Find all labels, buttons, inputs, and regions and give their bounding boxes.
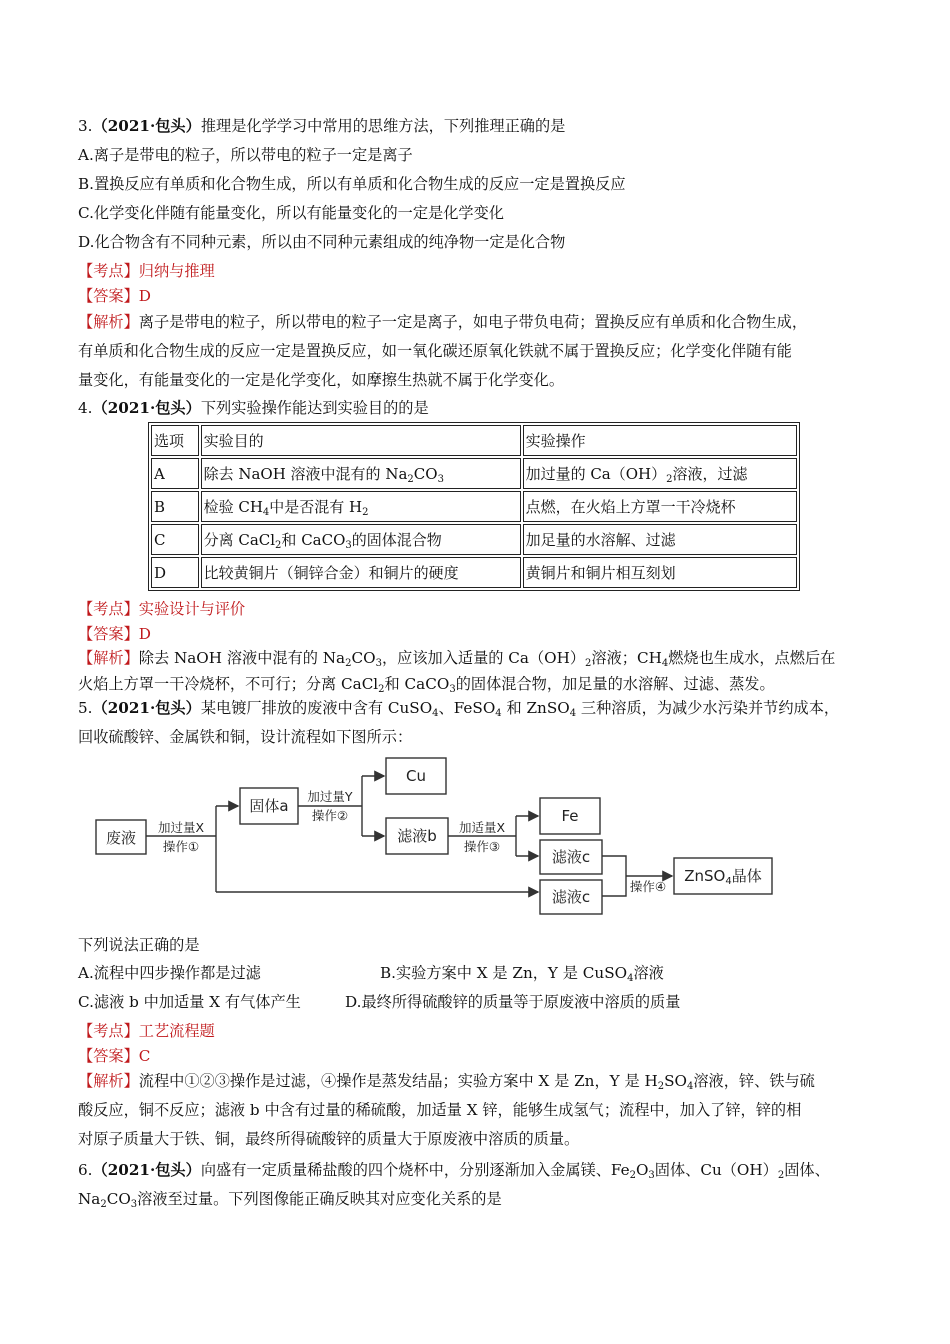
experiment-table [148, 422, 800, 591]
q6-source: （2021·包头） [92, 1161, 201, 1179]
q3-option-d: D.化合物含有不同种元素，所以由不同种元素组成的纯净物一定是化合物 [78, 233, 566, 251]
step1-reagent: 加过量X [157, 820, 205, 835]
step2-operation: 操作② [311, 808, 349, 823]
table-row [151, 458, 797, 489]
table-row [151, 557, 797, 588]
table-header-cell: 选项 [151, 425, 199, 456]
q5-option-a: A.流程中四步操作都是过滤 [78, 964, 261, 982]
q4-stem: 4.（2021·包头）下列实验操作能达到实验目的的是 [78, 399, 429, 417]
q3-option-a: A.离子是带电的粒子，所以带电的粒子一定是离子 [78, 146, 413, 164]
q6-stem-line2: $Na_2CO_3$溶液至过量。下列图像能正确反映其对应变化关系的是 [78, 1190, 502, 1210]
q5-option-b: B.实验方案中 X 是 Zn，Y 是 CuSO$_4$溶液 [380, 964, 664, 984]
q4-analysis-line1: 【解析】除去 NaOH 溶液中混有的 $Na_2CO_3$，应该加入适量的 $Ca(OH)_2$溶液；$CH_4$燃烧也生成水，点燃后在 [78, 649, 836, 669]
step3-reagent: 加适量X [458, 820, 506, 835]
table-header-cell: 实验操作 [523, 425, 797, 456]
table-cell: 点燃，在火焰上方罩一干冷烧杯 [523, 491, 797, 522]
step1-operation: 操作① [162, 839, 200, 854]
znso4-crystal-label: ZnSO$_4$晶体 [684, 867, 762, 887]
q5-question: 下列说法正确的是 [78, 936, 200, 954]
q5-option-d: D.最终所得硫酸锌的质量等于原废液中溶质的质量 [345, 993, 681, 1011]
q4-answer: 【答案】D [78, 625, 151, 643]
table-row [151, 491, 797, 522]
q4-kaodian: 【考点】实验设计与评价 [78, 600, 246, 618]
step4-operation: 操作④ [629, 879, 667, 894]
q3-option-c: C.化学变化伴随有能量变化，所以有能量变化的一定是化学变化 [78, 204, 504, 222]
cu-label: Cu [406, 767, 426, 785]
q5-stem-line2: 回收硫酸锌、金属铁和铜，设计流程如下图所示： [78, 728, 413, 746]
table-row [151, 524, 797, 555]
process-flow-diagram [90, 752, 790, 924]
table-cell: D [151, 557, 199, 588]
q3-analysis-line2: 有单质和化合物生成的反应一定是置换反应，如一氧化碳还原氧化铁就不属于置换反应；化学变化伴随有能 [78, 342, 792, 360]
table-cell: C [151, 524, 199, 555]
table-header-cell: 实验目的 [201, 425, 521, 456]
q5-analysis-line3: 对原子质量大于铁、铜，最终所得硫酸锌的质量大于原废液中溶质的质量。 [78, 1130, 580, 1148]
table-cell: B [151, 491, 199, 522]
waste-liquid-label: 废液 [105, 829, 137, 847]
q3-answer: 【答案】D [78, 287, 151, 305]
table-cell: 检验 $CH_4$中是否混有 $H_2$ [201, 491, 521, 522]
q5-analysis-line1: 【解析】流程中①②③操作是过滤，④操作是蒸发结晶；实验方案中 X 是 Zn，Y 是 $H_2SO_4$溶液，锌、铁与硫 [78, 1072, 815, 1092]
q3-analysis-line3: 量变化，有能量变化的一定是化学变化，如摩擦生热就不属于化学变化。 [78, 371, 564, 389]
step2-reagent: 加过量Y [307, 789, 353, 804]
q3-source: （2021·包头） [92, 117, 201, 135]
solid-a-label: 固体a [249, 797, 289, 815]
table-cell: 黄铜片和铜片相互刻划 [523, 557, 797, 588]
q5-stem-line1: 5.（2021·包头）某电镀厂排放的废液中含有 CuSO$_4$、FeSO$_4$ 和 ZnSO$_4$ 三种溶质，为减少水污染并节约成本， [78, 699, 840, 719]
q5-source: （2021·包头） [92, 699, 201, 717]
q5-option-c: C.滤液 b 中加适量 X 有气体产生 [78, 993, 301, 1011]
filtrate-c-label-1: 滤液c [551, 848, 591, 866]
q4-source: （2021·包头） [92, 399, 201, 417]
table-cell: 分离 CaCl$_2$和 CaCO$_3$的固体混合物 [201, 524, 521, 555]
q3-option-b: B.置换反应有单质和化合物生成，所以有单质和化合物生成的反应一定是置换反应 [78, 175, 626, 193]
filtrate-c-label-2: 滤液c [551, 888, 591, 906]
table-cell: 比较黄铜片（铜锌合金）和铜片的硬度 [201, 557, 521, 588]
table-cell: A [151, 458, 199, 489]
q3-kaodian: 【考点】归纳与推理 [78, 262, 215, 280]
q5-kaodian: 【考点】工艺流程题 [78, 1022, 215, 1040]
q3-analysis-line1: 【解析】离子是带电的粒子，所以带电的粒子一定是离子，如电子带负电荷；置换反应有单质和化合物生成， [78, 313, 807, 331]
fe-label: Fe [561, 807, 579, 825]
step3-operation: 操作③ [463, 839, 501, 854]
q6-stem-line1: 6.（2021·包头）向盛有一定质量稀盐酸的四个烧杯中，分别逐渐加入金属镁、$Fe_2O_3$固体、$Cu(OH)_2$固体、 [78, 1161, 830, 1181]
filtrate-b-label: 滤液b [397, 827, 437, 845]
table-header-row [151, 425, 797, 456]
table-cell: 加过量的 $Ca(OH)_2$溶液，过滤 [523, 458, 797, 489]
q5-answer: 【答案】C [78, 1047, 151, 1065]
table-cell: 加足量的水溶解、过滤 [523, 524, 797, 555]
q4-analysis-line2: 火焰上方罩一干冷烧杯，不可行；分离 CaCl$_2$和 CaCO$_3$的固体混合物，加足量的水溶解、过滤、蒸发。 [78, 675, 775, 695]
q5-analysis-line2: 酸反应，铜不反应；滤液 b 中含有过量的稀硫酸，加适量 X 锌，能够生成氢气；流程中，加入了锌，锌的相 [78, 1101, 802, 1119]
table-cell: 除去 NaOH 溶液中混有的 $Na_2CO_3$ [201, 458, 521, 489]
q3-stem: 3.（2021·包头）推理是化学学习中常用的思维方法，下列推理正确的是 [78, 117, 566, 135]
